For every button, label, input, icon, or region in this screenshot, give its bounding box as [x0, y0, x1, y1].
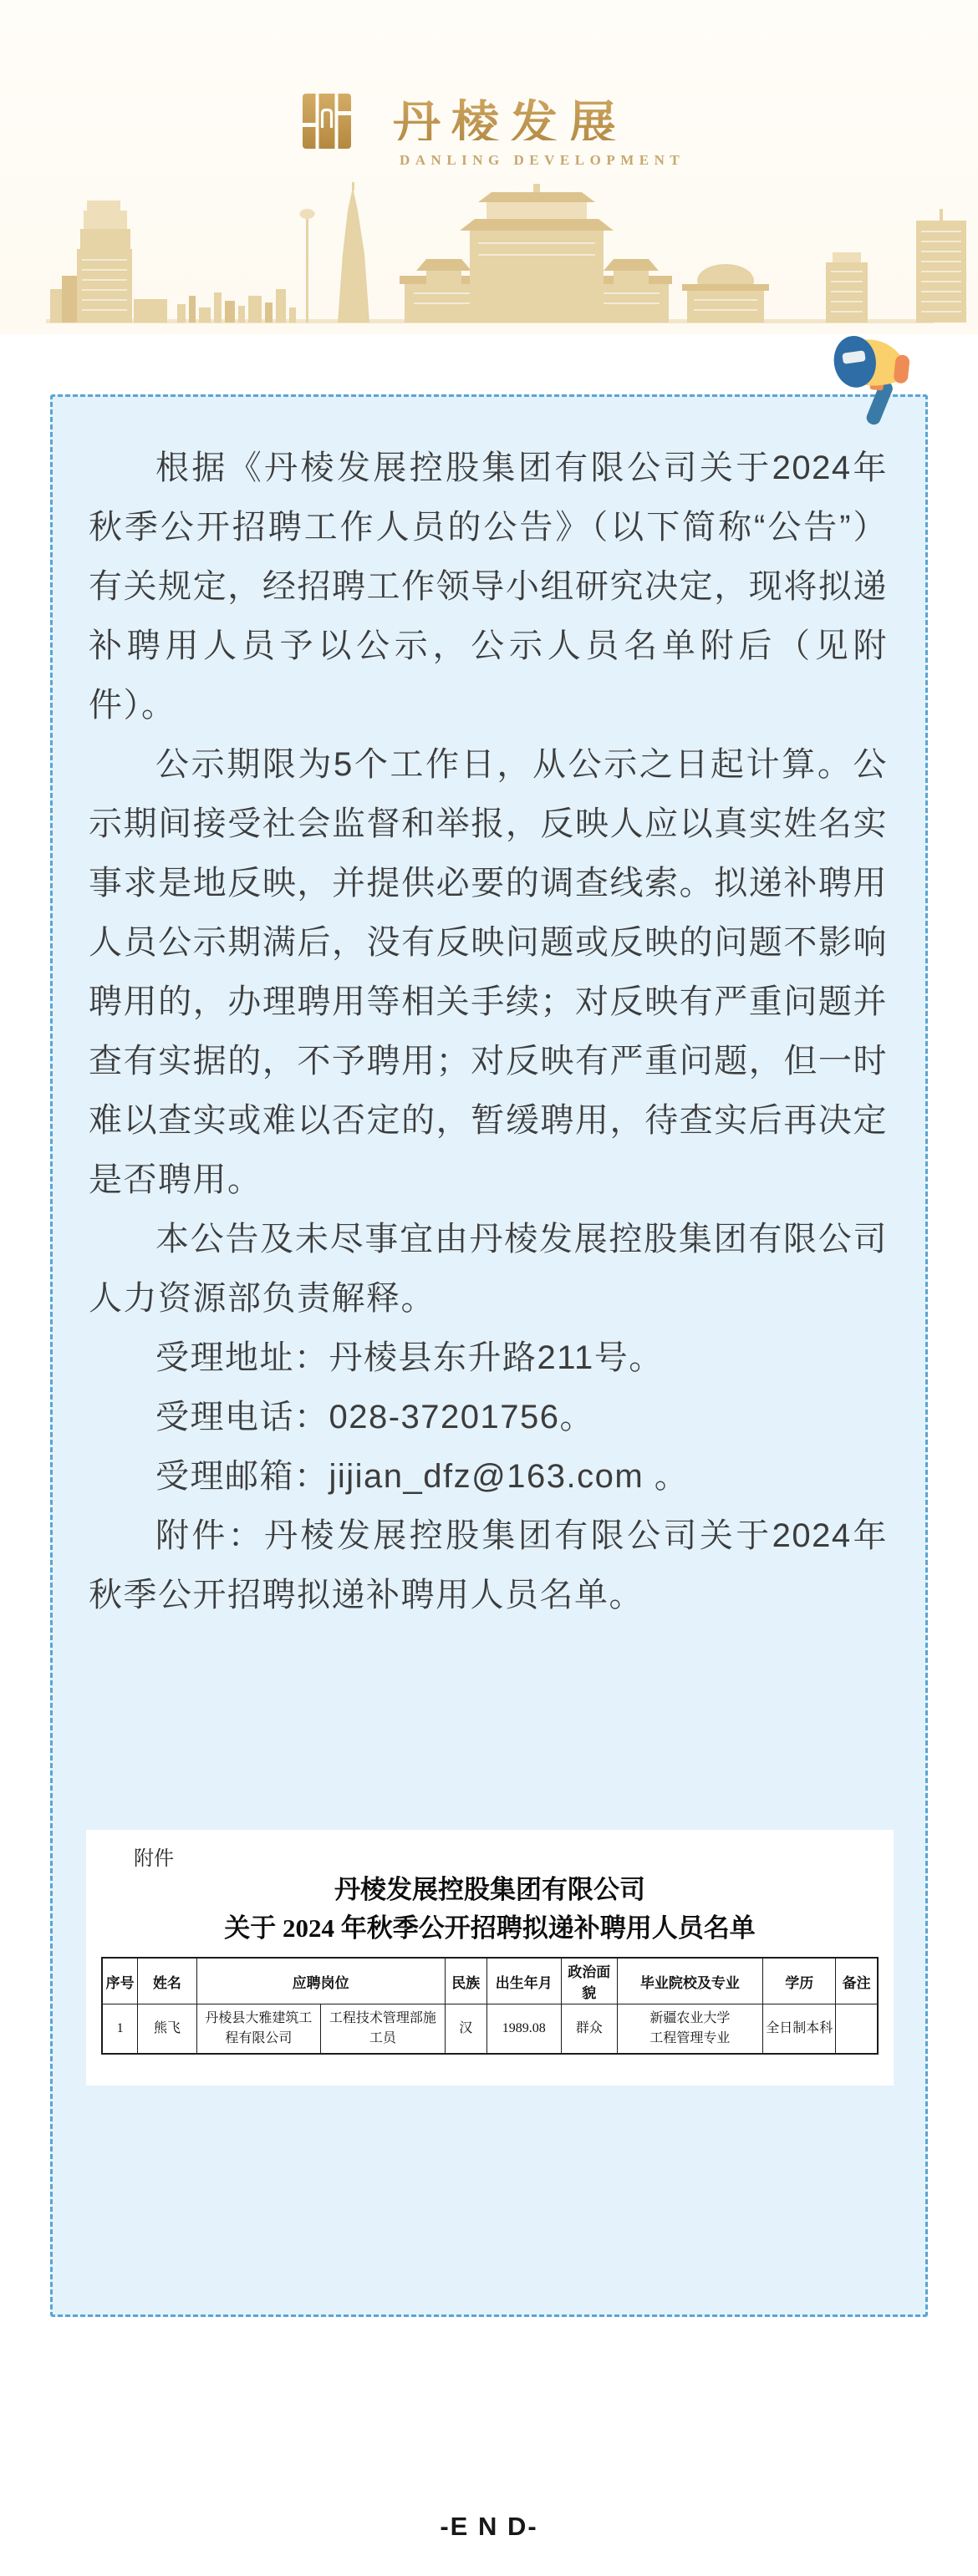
candidate-table: [101, 1957, 879, 2055]
city-skyline-graphic: [0, 182, 978, 329]
attachment-card: [86, 1830, 894, 2086]
col-header-ethnicity: 民族: [445, 1958, 486, 2004]
cell-birth: 1989.08: [486, 2004, 561, 2055]
cell-school-major: 工程管理专业: [649, 2031, 731, 2045]
megaphone-icon: [829, 331, 914, 428]
contact-email-line: 受理邮箱：jijian_dfz@163.com 。: [155, 1458, 690, 1495]
cell-degree: 全日制本科: [763, 2004, 836, 2055]
attachment-note: 附件：丹棱发展控股集团有限公司关于2024年秋季公开招聘拟递补聘用人员名单。: [89, 1517, 888, 1613]
table-row: [102, 2004, 878, 2055]
cell-name: 熊飞: [138, 2004, 197, 2055]
cell-position-company: 丹棱县大雅建筑工程有限公司: [196, 2004, 320, 2055]
brand-name: 丹棱发展: [393, 85, 752, 140]
attachment-title-line1: 丹棱发展控股集团有限公司: [334, 1875, 645, 1904]
cell-school-name: 新疆农业大学: [649, 2011, 731, 2025]
table-header-row: [102, 1958, 878, 2004]
col-header-political: 政治面貌: [561, 1958, 617, 2004]
contact-address-line: 受理地址：丹棱县东升路211号。: [155, 1339, 664, 1376]
header-banner: [0, 0, 978, 334]
company-logo-icon: [303, 94, 351, 149]
cell-no: 1: [102, 2004, 138, 2055]
cell-ethnicity: 汉: [445, 2004, 486, 2055]
cell-political: 群众: [561, 2004, 617, 2055]
attachment-title-line2: 关于 2024 年秋季公开招聘拟递补聘用人员名单: [224, 1913, 756, 1943]
cell-note: [836, 2004, 878, 2055]
col-header-note: 备注: [836, 1958, 878, 2004]
announcement-paragraph: 公示期限为5个工作日，从公示之日起计算。公示期间接受社会监督和举报，反映人应以真实姓名实事求是地反映，并提供必要的调查线索。拟递补聘用人员公示期满后，没有反映问题或反映的问题不影响聘用的，办理聘用等相关手续；对反映有严重问题并查有实据的，不予聘用；对反映有严重问题，但一时难以查实或难以否定的，暂缓聘用，待查实后再决定是否聘用。: [89, 746, 888, 1198]
col-header-no: 序号: [102, 1958, 138, 2004]
announcement-paragraph: 本公告及未尽事宜由丹棱发展控股集团有限公司人力资源部负责解释。: [89, 1221, 888, 1317]
end-marker: -E N D-: [440, 2512, 538, 2541]
col-header-position: 应聘岗位: [196, 1958, 445, 2004]
col-header-name: 姓名: [138, 1958, 197, 2004]
col-header-birth: 出生年月: [486, 1958, 561, 2004]
cell-position-role: 工程技术管理部施工员: [321, 2004, 445, 2055]
attachment-label: 附件: [134, 1847, 174, 1870]
brand-name-en: DANLING DEVELOPMENT: [400, 152, 685, 168]
announcement-paragraph: 根据《丹棱发展控股集团有限公司关于2024年秋季公开招聘工作人员的公告》（以下简称“公告”）有关规定，经招聘工作领导小组研究决定，现将拟递补聘用人员予以公示，公示人员名单附后（见附件）。: [89, 450, 888, 724]
contact-phone-line: 受理电话：028-37201756。: [155, 1399, 595, 1435]
cell-school: [617, 2004, 762, 2055]
col-header-degree: 学历: [763, 1958, 836, 2004]
col-header-school: 毕业院校及专业: [617, 1958, 762, 2004]
